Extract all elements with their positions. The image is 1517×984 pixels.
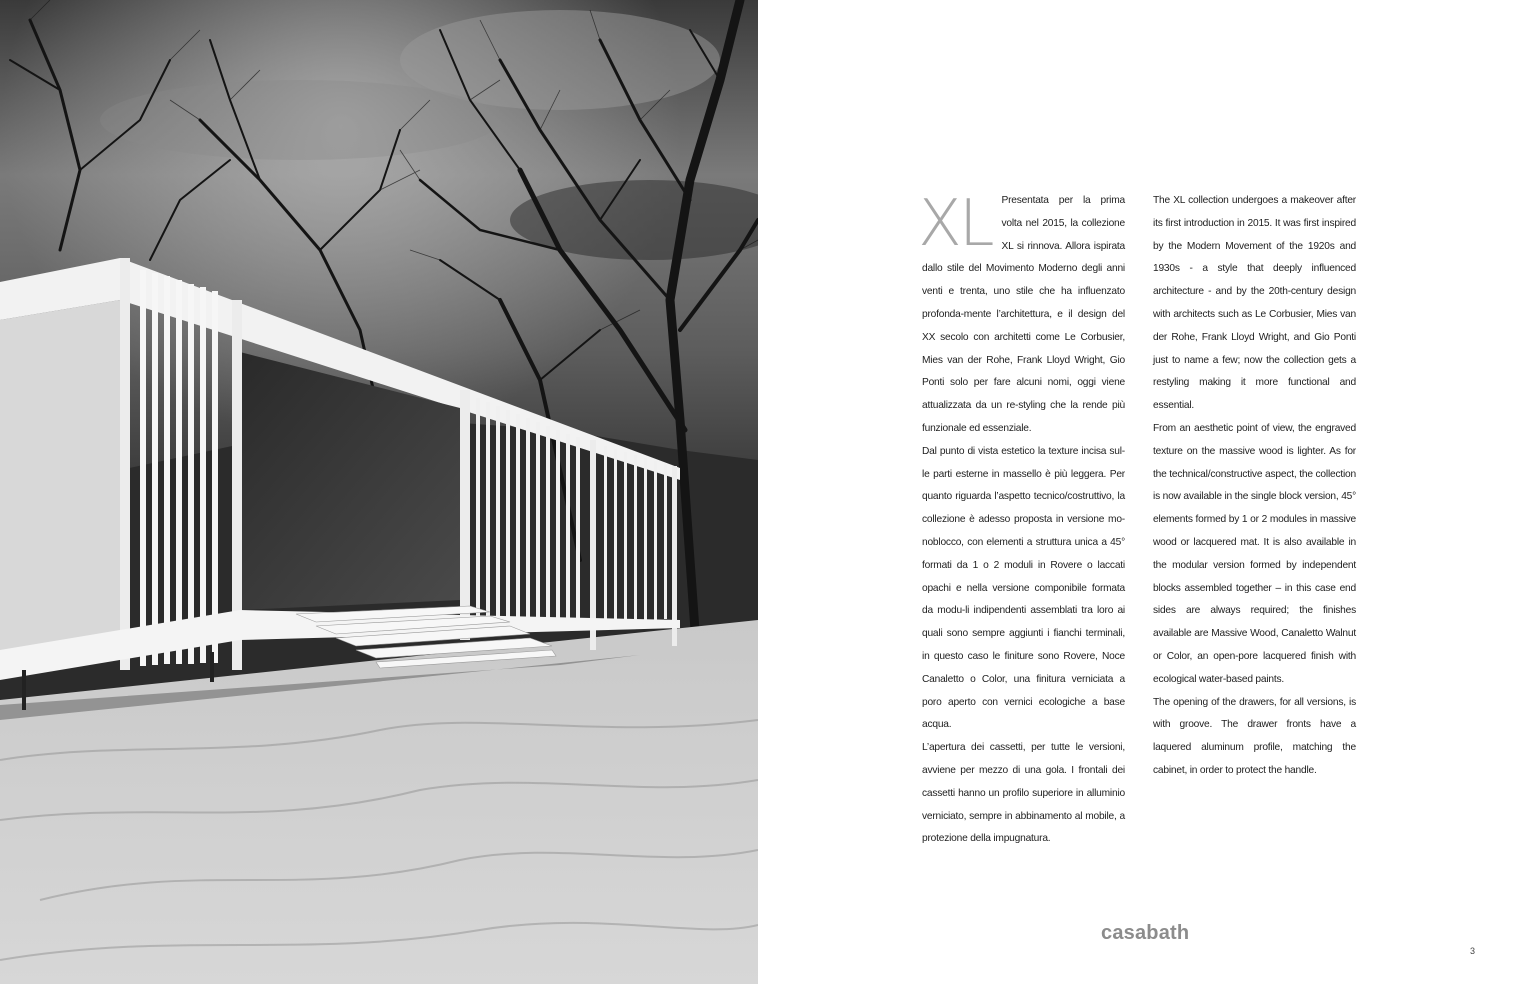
english-paragraph: The XL collection undergoes a makeover after its first introduction in 2015. It was first inspired by the Modern Movement of the 1920s and 1930s - a style that deeply influenced architecture - and by the 20th-century design with architects such as Le Corbusier, Mies van der Rohe, Frank Lloyd Wright, and Gio Ponti just to name a few; now the collection gets a restyling making it more functional and essential. xyxy=(1153,195,1356,412)
brand-logo: casabath xyxy=(1101,922,1190,944)
english-column xyxy=(1153,190,1356,783)
english-paragraph: From an aesthetic point of view, the engraved texture on the massive wood is lighter. As for the technical/constructive aspect, the collection is now available in the single block version, 45° elements formed by 1 or 2 modules in massive wood or lacquered mat. It is also available in the modular version formed by independent blocks assembled together – in this case end sides are always required; the finishes available are Massive Wood, Canaletto Walnut or Color, an open-pore lacquered finish with ecological water-based paints. xyxy=(1153,422,1356,685)
page-number: 3 xyxy=(1470,946,1476,956)
architecture-photo xyxy=(0,0,758,984)
english-paragraph: The opening of the drawers, for all versions, is with groove. The drawer fronts have a laquered aluminum profile, matching the cabinet, in order to protect the handle. xyxy=(1153,696,1356,776)
italian-paragraph: L’apertura dei cassetti, per tutte le versioni, avviene per mezzo di una gola. I frontali dei cassetti hanno un profilo superiore in alluminio verniciato, sempre in abbinamento al mobile, a protezione della impugnatura. xyxy=(922,742,1125,845)
italian-paragraph: Presentata per la prima volta nel 2015, la collezione XL si rinnova. Allora ispirata dallo stile del Movimento Moderno degli anni venti e trenta, uno stile che ha influenzato profonda-mente l’architettura, e il design del XX secolo con architetti come Le Corbusier, Mies van der Rohe, Frank Lloyd Wright, Gio Ponti solo per fare alcuni nomi, oggi viene attualizzata da un re-styling che la rende più funzionale ed essenziale. xyxy=(922,195,1125,434)
drop-initial: XL xyxy=(918,187,992,261)
text-page xyxy=(758,0,1517,984)
pavilion-illustration xyxy=(0,0,758,984)
italian-paragraph: Dal punto di vista estetico la texture incisa sul-le parti esterne in massello è più leggera. Per quanto riguarda l’aspetto tecnico/costruttivo, la collezione è adesso proposta in versione mo-noblocco, con elementi a struttura unica a 45° formati da 1 o 2 moduli in Rovere o laccati opachi e nella versione componibile formata da modu-li indipendenti assemblati tra loro ai quali sono sempre aggiunti i fianchi terminali, in questo caso le finiture sono Rovere, Noce Canaletto o Color, una finitura verniciata a poro aperto con vernici ecologiche a base acqua. xyxy=(922,445,1125,731)
italian-column xyxy=(918,187,1125,851)
